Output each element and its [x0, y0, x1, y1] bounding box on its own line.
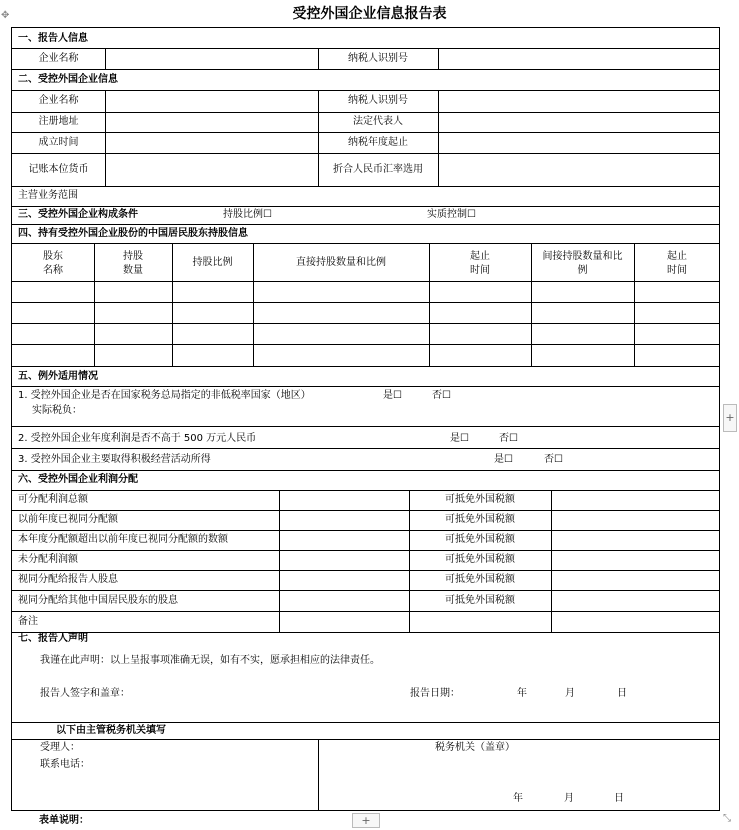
- section-7-heading: 七、报告人声明: [18, 633, 88, 644]
- exception-q3: 3. 受控外国企业主要取得积极经营活动所得: [18, 454, 211, 465]
- recipient-label: 受理人：: [40, 742, 80, 753]
- add-row-handle-icon[interactable]: +: [352, 813, 380, 828]
- exception-q1-no-checkbox[interactable]: 否☐: [432, 390, 451, 401]
- credit-label: 可抵免外国税额: [445, 494, 515, 505]
- exception-q1-effective-tax: 实际税负：: [32, 405, 82, 416]
- tax-authority-heading: 以下由主管税务机关填写: [56, 725, 166, 736]
- cfc-tax-year-label: 纳税年度起止: [348, 137, 408, 148]
- cfc-reg-address-label: 注册地址: [38, 116, 79, 127]
- reporter-company-name-field[interactable]: [106, 49, 318, 69]
- exception-q2: 2. 受控外国企业年度利润是否不高于 500 万元人民币: [18, 433, 257, 444]
- section-1-heading: 一、报告人信息: [18, 33, 88, 44]
- col-share-ratio: 持股比例: [192, 257, 233, 268]
- tax-authority-seal-label: 税务机关（盖章）: [435, 742, 515, 753]
- cfc-fx-rate-label: 折合人民币汇率选用: [333, 164, 423, 175]
- col-indirect-holding: 间接持股数量和比 例: [542, 251, 623, 276]
- exception-q1-yes-checkbox[interactable]: 是☐: [383, 390, 402, 401]
- authority-date-day: 日: [614, 793, 624, 804]
- reporter-taxpayer-id-label: 纳税人识别号: [348, 53, 408, 64]
- col-direct-holding: 直接持股数量和比例: [296, 257, 386, 268]
- profit-row-label: 视同分配给报告人股息: [18, 574, 118, 585]
- report-form-table: [11, 27, 720, 811]
- credit-label: 可抵免外国税额: [445, 574, 515, 585]
- report-date-label: 报告日期：: [410, 688, 460, 699]
- profit-row-label: 本年度分配额超出以前年度已视同分配额的数额: [18, 534, 228, 545]
- cfc-taxpayer-id-label: 纳税人识别号: [348, 95, 408, 106]
- cfc-legal-rep-label: 法定代表人: [353, 116, 403, 127]
- credit-label: 可抵免外国税额: [445, 595, 515, 606]
- authority-date-year: 年: [513, 793, 523, 804]
- remarks-label: 备注: [18, 616, 38, 627]
- form-notes-label: 表单说明：: [39, 815, 89, 826]
- section-6-heading: 六、受控外国企业利润分配: [18, 474, 138, 485]
- profit-row-label: 以前年度已视同分配额: [18, 514, 118, 525]
- section-5-heading: 五、例外适用情况: [18, 371, 98, 382]
- cfc-business-scope-label: 主营业务范围: [18, 190, 78, 201]
- table-resize-handle-icon[interactable]: ⤡: [723, 813, 731, 824]
- cfc-company-name-label: 企业名称: [38, 95, 79, 106]
- profit-row-label: 未分配利润额: [18, 554, 78, 565]
- table-move-handle-icon[interactable]: ✥: [1, 10, 10, 21]
- add-column-handle-icon[interactable]: +: [723, 404, 737, 432]
- col-shareholder-name: 股东 名称: [43, 251, 63, 276]
- credit-label: 可抵免外国税额: [445, 514, 515, 525]
- col-direct-period: 起止 时间: [470, 251, 490, 276]
- profit-row-label: 可分配利润总额: [18, 494, 88, 505]
- report-date-day: 日: [617, 688, 627, 699]
- report-date-year: 年: [517, 688, 527, 699]
- profit-row-label: 视同分配给其他中国居民股东的股息: [18, 595, 178, 606]
- phone-label: 联系电话：: [40, 759, 90, 770]
- credit-label: 可抵免外国税额: [445, 534, 515, 545]
- control-checkbox[interactable]: 实质控制☐: [427, 209, 476, 220]
- exception-q1: 1. 受控外国企业是否在国家税务总局指定的非低税率国家（地区）: [18, 390, 311, 401]
- credit-label: 可抵免外国税额: [445, 554, 515, 565]
- shareholding-checkbox[interactable]: 持股比例☐: [223, 209, 272, 220]
- signature-label: 报告人签字和盖章：: [40, 688, 130, 699]
- exception-q2-yes-checkbox[interactable]: 是☐: [450, 433, 469, 444]
- cfc-currency-label: 记账本位货币: [28, 164, 89, 175]
- reporter-taxpayer-id-field[interactable]: [439, 49, 719, 69]
- section-4-heading: 四、持有受控外国企业股份的中国居民股东持股信息: [18, 228, 248, 239]
- authority-date-month: 月: [564, 793, 574, 804]
- section-3-heading: 三、受控外国企业构成条件: [18, 209, 138, 220]
- col-indirect-period: 起止 时间: [667, 251, 687, 276]
- col-share-quantity: 持股 数量: [123, 251, 143, 276]
- declaration-text: 我谨在此声明：以上呈报事项准确无误，如有不实，愿承担相应的法律责任。: [40, 655, 380, 666]
- cfc-established-label: 成立时间: [38, 137, 79, 148]
- exception-q2-no-checkbox[interactable]: 否☐: [499, 433, 518, 444]
- report-date-month: 月: [565, 688, 575, 699]
- form-title: 受控外国企业信息报告表: [292, 6, 447, 22]
- section-2-heading: 二、受控外国企业信息: [18, 74, 118, 85]
- exception-q3-no-checkbox[interactable]: 否☐: [544, 454, 563, 465]
- exception-q3-yes-checkbox[interactable]: 是☐: [494, 454, 513, 465]
- reporter-company-name-label: 企业名称: [38, 53, 79, 64]
